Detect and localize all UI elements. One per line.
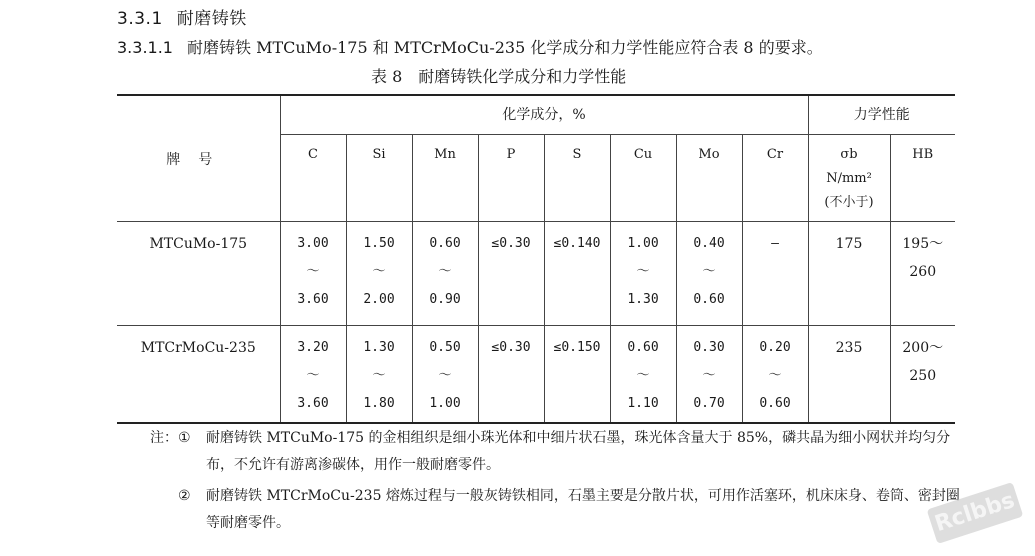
col-header-p: P (478, 135, 544, 222)
note-item (150, 425, 970, 479)
watermark-logo: Rclbbs (927, 482, 1024, 544)
sigma-unit: N/mm² (826, 171, 872, 186)
section-heading (117, 4, 247, 29)
col-header-cr: Cr (742, 135, 808, 222)
note-text: 耐磨铸铁 MTCrMoCu-235 熔炼过程与一般灰铸铁相同，石墨主要是分散片状，可用作活塞环，机床床身、卷筒、密封圈等耐磨零件。 (206, 488, 960, 531)
cr-cell: — (742, 222, 808, 326)
note-text: 耐磨铸铁 MTCuMo-175 的金相组织是细小珠光体和中细片状石墨，珠光体含量大于 85%，磷共晶为细小网状并均匀分布，不允许有游离渗碳体，用作一般耐磨零件。 (206, 430, 951, 473)
mn-cell: 0.60 ～ 0.90 (412, 222, 478, 326)
mech-group-header: 力学性能 (808, 95, 955, 135)
mo-cell: 0.40 ～ 0.60 (676, 222, 742, 326)
table-row (117, 326, 955, 423)
col-header-cu: Cu (610, 135, 676, 222)
note-mark: ① (178, 430, 191, 446)
note-item (150, 483, 970, 537)
p-cell: ≤0.30 (478, 326, 544, 423)
mo-cell: 0.30 ～ 0.70 (676, 326, 742, 423)
table-row (117, 222, 955, 326)
col-header-mn: Mn (412, 135, 478, 222)
c-cell: 3.00 ～ 3.60 (280, 222, 346, 326)
hb-cell: 200～250 (890, 326, 955, 423)
paragraph-text: 耐磨铸铁 MTCuMo-175 和 MTCrMoCu-235 化学成分和力学性能应符合表 8 的要求。 (186, 38, 823, 57)
sigma-note: (不小于) (824, 195, 874, 210)
hb-header: HB (890, 135, 955, 222)
notes-label: 注： (150, 430, 178, 446)
si-cell: 1.30 ～ 1.80 (346, 326, 412, 423)
chem-group-header: 化学成分，% (280, 95, 808, 135)
col-header-mo: Mo (676, 135, 742, 222)
brand-cell: MTCuMo-175 (117, 222, 280, 326)
col-header-si: Si (346, 135, 412, 222)
c-cell: 3.20 ～ 3.60 (280, 326, 346, 423)
table-notes (150, 425, 970, 537)
section-number: 3.3.1 (117, 9, 163, 29)
cu-cell: 0.60 ～ 1.10 (610, 326, 676, 423)
p-cell: ≤0.30 (478, 222, 544, 326)
mn-cell: 0.50 ～ 1.00 (412, 326, 478, 423)
brand-cell: MTCrMoCu-235 (117, 326, 280, 423)
paragraph (117, 35, 823, 58)
note-mark: ② (178, 488, 191, 504)
hb-cell: 195～260 (890, 222, 955, 326)
cu-cell: 1.00 ～ 1.30 (610, 222, 676, 326)
sigma-symbol: σb (840, 147, 858, 162)
composition-table (117, 94, 955, 424)
s-cell: ≤0.150 (544, 326, 610, 423)
sigma-cell: 175 (808, 222, 890, 326)
cr-cell: 0.20 ～ 0.60 (742, 326, 808, 423)
s-cell: ≤0.140 (544, 222, 610, 326)
si-cell: 1.50 ～ 2.00 (346, 222, 412, 326)
sigma-header (808, 135, 890, 222)
brand-header: 牌号 (117, 95, 280, 222)
paragraph-number: 3.3.1.1 (117, 38, 173, 57)
sigma-cell: 235 (808, 326, 890, 423)
table-caption: 表 8 耐磨铸铁化学成分和力学性能 (371, 67, 627, 86)
col-header-s: S (544, 135, 610, 222)
section-title: 耐磨铸铁 (176, 9, 247, 29)
col-header-c: C (280, 135, 346, 222)
